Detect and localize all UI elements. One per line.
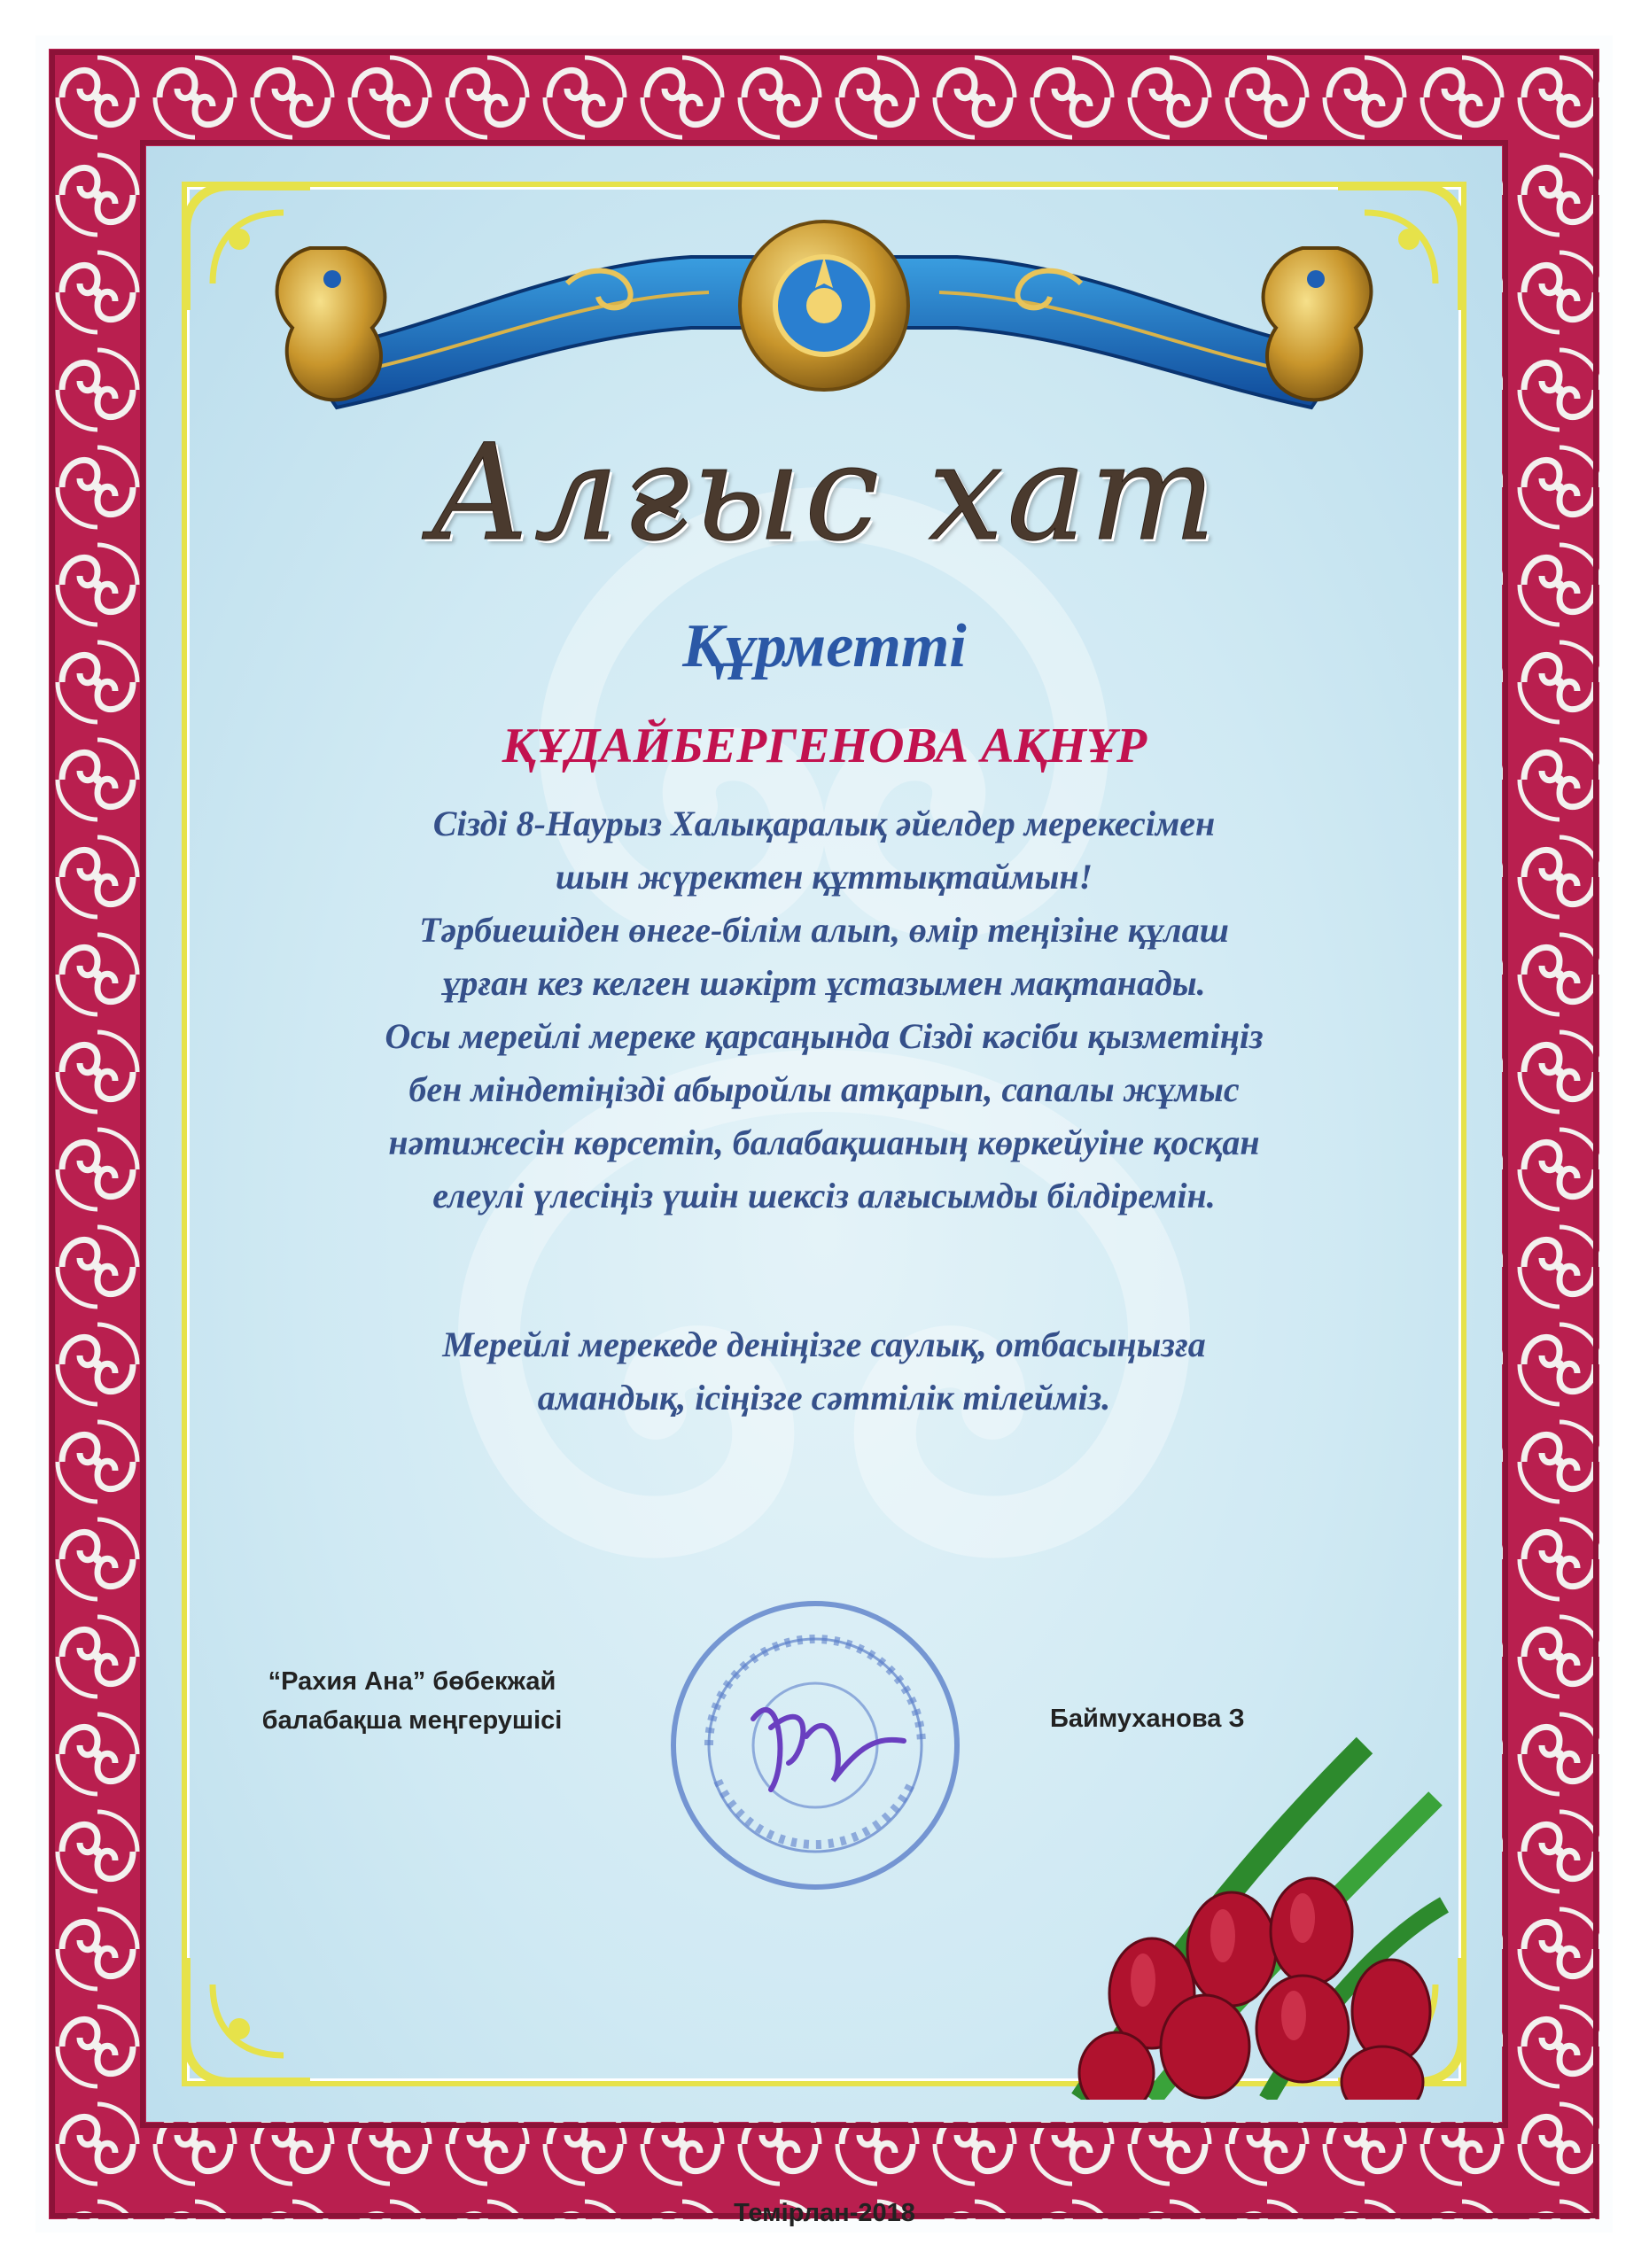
salutation: Құрметті [682, 612, 967, 680]
message-line: шын жүректен құттықтаймын! [555, 857, 1093, 897]
message-line: Тәрбиешіден өнеге-білім алып, өмір теңізіне құлаш [419, 910, 1229, 950]
message-line: Сізді 8-Наурыз Халықаралық әйелдер мерекесімен [432, 804, 1216, 843]
snow-leopard-icon [277, 248, 385, 400]
recipient-name: ҚҰДАЙБЕРГЕНОВА АҚНҰР [502, 718, 1147, 773]
message-line: бен міндетіңізді абыройлы атқарып, сапалы жұмыс [408, 1069, 1240, 1109]
message-line: елеулі үлесіңіз үшін шексіз алғысымды білдіремін. [432, 1176, 1216, 1216]
snow-leopard-icon [1264, 248, 1372, 400]
message-line: нәтижесін көрсетіп, балабақшаның көркейуіне қосқан [388, 1122, 1260, 1162]
state-emblem-icon [740, 221, 908, 390]
tulip-bouquet [1046, 1728, 1453, 2100]
official-stamp [656, 1586, 975, 1905]
organization-line: “Рахия Ана” бөбекжай [268, 1667, 556, 1696]
place-year: Темірлан-2018 [734, 2199, 915, 2227]
organization-title [208, 1662, 616, 1740]
message-body [248, 797, 1400, 1223]
wishes-text [248, 1318, 1400, 1425]
wishes-line: Мерейлі мерекеде деніңізге саулық, отбасыңызға [442, 1324, 1206, 1364]
signer-name: Баймуханова З [1050, 1705, 1245, 1733]
certificate-title: Алғыс хат [429, 416, 1220, 571]
message-line: Осы мерейлі мереке қарсаңында Сізді кәсіби қызметіңіз [385, 1016, 1264, 1056]
signature [753, 1710, 904, 1790]
ribbon-ornament [248, 204, 1400, 452]
corner-ornament-bottom-left [177, 1949, 319, 2091]
position-line: балабақша меңгерушісі [261, 1706, 563, 1735]
wishes-line: амандық, ісіңізге сәттілік тілейміз. [537, 1378, 1111, 1418]
message-line: ұрған кез келген шәкірт ұстазымен мақтанады. [442, 963, 1206, 1003]
